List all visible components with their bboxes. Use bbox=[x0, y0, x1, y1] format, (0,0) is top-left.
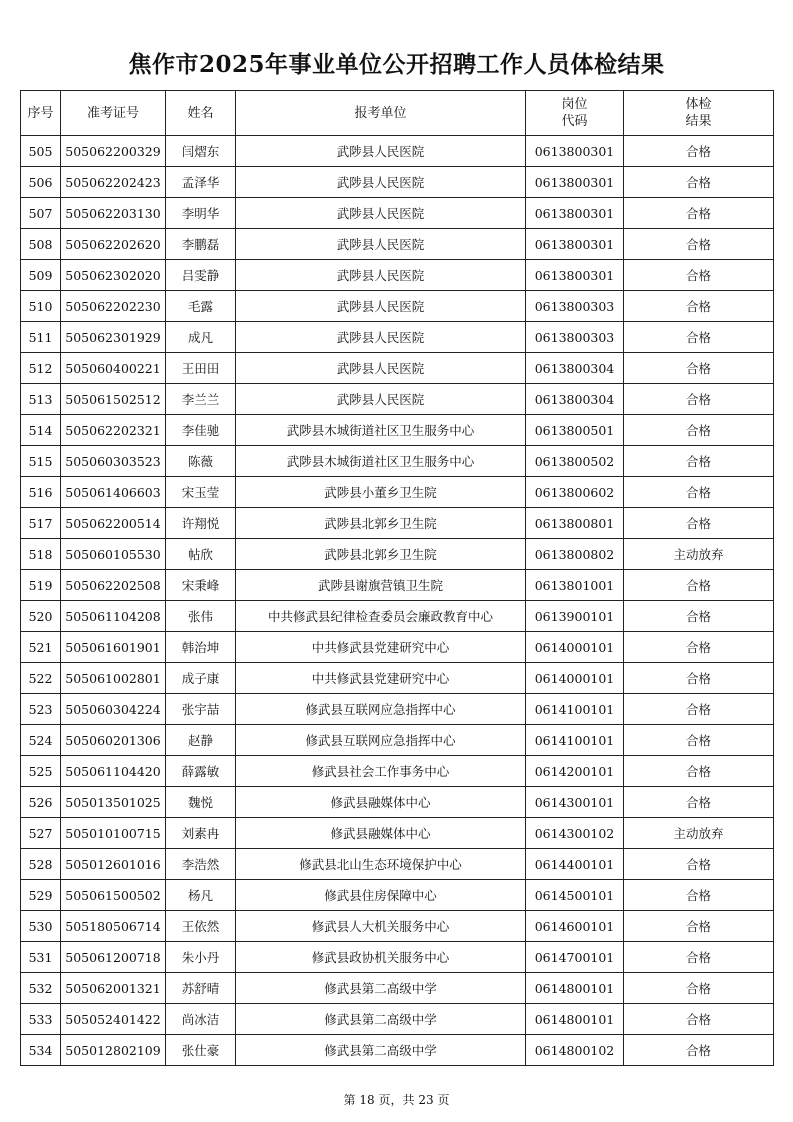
table-row bbox=[21, 291, 774, 322]
table-row bbox=[21, 849, 774, 880]
cell-no: 526 bbox=[21, 787, 61, 818]
cell-post-code: 0613801001 bbox=[526, 570, 624, 601]
table-row bbox=[21, 384, 774, 415]
cell-result: 合格 bbox=[624, 849, 774, 880]
cell-result: 合格 bbox=[624, 167, 774, 198]
table-row bbox=[21, 477, 774, 508]
cell-unit: 修武县第二高级中学 bbox=[236, 1035, 526, 1066]
cell-result: 合格 bbox=[624, 198, 774, 229]
cell-post-code: 0613800304 bbox=[526, 353, 624, 384]
cell-exam-id: 505013501025 bbox=[61, 787, 166, 818]
cell-unit: 武陟县木城街道社区卫生服务中心 bbox=[236, 446, 526, 477]
cell-result: 合格 bbox=[624, 1035, 774, 1066]
cell-exam-id: 505062200514 bbox=[61, 508, 166, 539]
cell-post-code: 0613800304 bbox=[526, 384, 624, 415]
cell-unit: 武陟县谢旗营镇卫生院 bbox=[236, 570, 526, 601]
cell-name: 吕雯静 bbox=[166, 260, 236, 291]
cell-exam-id: 505061002801 bbox=[61, 663, 166, 694]
table-row bbox=[21, 353, 774, 384]
table-row bbox=[21, 787, 774, 818]
cell-post-code: 0613800301 bbox=[526, 167, 624, 198]
cell-unit: 修武县北山生态环境保护中心 bbox=[236, 849, 526, 880]
cell-name: 杨凡 bbox=[166, 880, 236, 911]
cell-unit: 武陟县人民医院 bbox=[236, 229, 526, 260]
cell-unit: 修武县第二高级中学 bbox=[236, 973, 526, 1004]
cell-post-code: 0613800602 bbox=[526, 477, 624, 508]
cell-post-code: 0614300101 bbox=[526, 787, 624, 818]
table-row bbox=[21, 663, 774, 694]
cell-exam-id: 505060201306 bbox=[61, 725, 166, 756]
cell-post-code: 0614700101 bbox=[526, 942, 624, 973]
table-row bbox=[21, 229, 774, 260]
cell-result: 主动放弃 bbox=[624, 818, 774, 849]
cell-post-code: 0614400101 bbox=[526, 849, 624, 880]
header-result-line1: 体检 bbox=[685, 97, 712, 112]
cell-exam-id: 505062302020 bbox=[61, 260, 166, 291]
cell-no: 513 bbox=[21, 384, 61, 415]
cell-unit: 修武县住房保障中心 bbox=[236, 880, 526, 911]
table-row bbox=[21, 911, 774, 942]
cell-name: 韩治坤 bbox=[166, 632, 236, 663]
cell-name: 尚冰洁 bbox=[166, 1004, 236, 1035]
cell-no: 515 bbox=[21, 446, 61, 477]
cell-post-code: 0613800301 bbox=[526, 198, 624, 229]
cell-no: 528 bbox=[21, 849, 61, 880]
cell-post-code: 0613800801 bbox=[526, 508, 624, 539]
header-post-code-line2: 代码 bbox=[561, 114, 588, 129]
cell-result: 合格 bbox=[624, 384, 774, 415]
header-post-code bbox=[526, 91, 624, 136]
cell-unit: 武陟县人民医院 bbox=[236, 291, 526, 322]
cell-name: 王田田 bbox=[166, 353, 236, 384]
cell-unit: 中共修武县党建研究中心 bbox=[236, 632, 526, 663]
cell-name: 朱小丹 bbox=[166, 942, 236, 973]
cell-no: 518 bbox=[21, 539, 61, 570]
cell-post-code: 0614800101 bbox=[526, 973, 624, 1004]
cell-no: 534 bbox=[21, 1035, 61, 1066]
header-unit: 报考单位 bbox=[236, 91, 526, 136]
cell-result: 合格 bbox=[624, 942, 774, 973]
cell-name: 张宇喆 bbox=[166, 694, 236, 725]
cell-result: 合格 bbox=[624, 880, 774, 911]
cell-name: 李明华 bbox=[166, 198, 236, 229]
cell-post-code: 0614100101 bbox=[526, 725, 624, 756]
cell-unit: 修武县互联网应急指挥中心 bbox=[236, 725, 526, 756]
cell-post-code: 0613800502 bbox=[526, 446, 624, 477]
cell-result: 合格 bbox=[624, 136, 774, 167]
cell-result: 主动放弃 bbox=[624, 539, 774, 570]
cell-no: 523 bbox=[21, 694, 61, 725]
cell-post-code: 0613800501 bbox=[526, 415, 624, 446]
cell-no: 522 bbox=[21, 663, 61, 694]
cell-name: 李鹏磊 bbox=[166, 229, 236, 260]
table-row bbox=[21, 601, 774, 632]
cell-exam-id: 505062203130 bbox=[61, 198, 166, 229]
table-row bbox=[21, 880, 774, 911]
table-row bbox=[21, 539, 774, 570]
cell-exam-id: 505062301929 bbox=[61, 322, 166, 353]
cell-unit: 中共修武县党建研究中心 bbox=[236, 663, 526, 694]
footer-middle: 页，共 bbox=[378, 1093, 415, 1107]
table-row bbox=[21, 1035, 774, 1066]
cell-unit: 武陟县人民医院 bbox=[236, 198, 526, 229]
cell-exam-id: 505012601016 bbox=[61, 849, 166, 880]
cell-name: 成凡 bbox=[166, 322, 236, 353]
cell-unit: 修武县融媒体中心 bbox=[236, 787, 526, 818]
cell-post-code: 0614000101 bbox=[526, 632, 624, 663]
cell-no: 508 bbox=[21, 229, 61, 260]
header-result-line2: 结果 bbox=[685, 114, 712, 129]
cell-unit: 武陟县人民医院 bbox=[236, 167, 526, 198]
cell-no: 506 bbox=[21, 167, 61, 198]
table-body bbox=[21, 136, 774, 1066]
footer-suffix: 页 bbox=[437, 1093, 450, 1107]
cell-exam-id: 505060304224 bbox=[61, 694, 166, 725]
cell-no: 514 bbox=[21, 415, 61, 446]
cell-exam-id: 505061502512 bbox=[61, 384, 166, 415]
cell-unit: 修武县社会工作事务中心 bbox=[236, 756, 526, 787]
table-row bbox=[21, 198, 774, 229]
cell-name: 陈薇 bbox=[166, 446, 236, 477]
cell-exam-id: 505061601901 bbox=[61, 632, 166, 663]
cell-exam-id: 505052401422 bbox=[61, 1004, 166, 1035]
cell-post-code: 0613800301 bbox=[526, 229, 624, 260]
cell-exam-id: 505012802109 bbox=[61, 1035, 166, 1066]
cell-result: 合格 bbox=[624, 911, 774, 942]
cell-result: 合格 bbox=[624, 663, 774, 694]
header-post-code-line1: 岗位 bbox=[561, 97, 588, 112]
table-row bbox=[21, 725, 774, 756]
cell-no: 505 bbox=[21, 136, 61, 167]
table-row bbox=[21, 632, 774, 663]
table-row bbox=[21, 1004, 774, 1035]
cell-post-code: 0614800102 bbox=[526, 1035, 624, 1066]
cell-result: 合格 bbox=[624, 756, 774, 787]
cell-name: 毛露 bbox=[166, 291, 236, 322]
results-table bbox=[20, 90, 774, 1066]
table-row bbox=[21, 167, 774, 198]
cell-unit: 武陟县人民医院 bbox=[236, 136, 526, 167]
table-row bbox=[21, 570, 774, 601]
cell-name: 李兰兰 bbox=[166, 384, 236, 415]
cell-result: 合格 bbox=[624, 260, 774, 291]
cell-unit: 武陟县人民医院 bbox=[236, 353, 526, 384]
cell-result: 合格 bbox=[624, 229, 774, 260]
cell-no: 519 bbox=[21, 570, 61, 601]
cell-exam-id: 505062001321 bbox=[61, 973, 166, 1004]
cell-no: 530 bbox=[21, 911, 61, 942]
cell-post-code: 0613800303 bbox=[526, 291, 624, 322]
header-result bbox=[624, 91, 774, 136]
cell-no: 510 bbox=[21, 291, 61, 322]
cell-exam-id: 505062202321 bbox=[61, 415, 166, 446]
cell-name: 成子康 bbox=[166, 663, 236, 694]
cell-exam-id: 505180506714 bbox=[61, 911, 166, 942]
cell-unit: 修武县互联网应急指挥中心 bbox=[236, 694, 526, 725]
cell-no: 507 bbox=[21, 198, 61, 229]
header-no: 序号 bbox=[21, 91, 61, 136]
cell-no: 520 bbox=[21, 601, 61, 632]
cell-no: 512 bbox=[21, 353, 61, 384]
cell-post-code: 0614600101 bbox=[526, 911, 624, 942]
cell-result: 合格 bbox=[624, 353, 774, 384]
cell-exam-id: 505062200329 bbox=[61, 136, 166, 167]
cell-exam-id: 505061104420 bbox=[61, 756, 166, 787]
cell-name: 许翔悦 bbox=[166, 508, 236, 539]
table-row bbox=[21, 756, 774, 787]
cell-name: 王依然 bbox=[166, 911, 236, 942]
cell-result: 合格 bbox=[624, 570, 774, 601]
cell-unit: 武陟县人民医院 bbox=[236, 260, 526, 291]
cell-name: 薛露敏 bbox=[166, 756, 236, 787]
footer-current-page: 18 bbox=[359, 1093, 375, 1107]
cell-post-code: 0613800802 bbox=[526, 539, 624, 570]
cell-unit: 武陟县人民医院 bbox=[236, 322, 526, 353]
cell-exam-id: 505062202230 bbox=[61, 291, 166, 322]
cell-no: 516 bbox=[21, 477, 61, 508]
table-row bbox=[21, 973, 774, 1004]
cell-name: 赵静 bbox=[166, 725, 236, 756]
cell-name: 李佳驰 bbox=[166, 415, 236, 446]
cell-no: 527 bbox=[21, 818, 61, 849]
cell-no: 532 bbox=[21, 973, 61, 1004]
cell-no: 517 bbox=[21, 508, 61, 539]
page-footer bbox=[0, 1091, 793, 1108]
cell-name: 帖欣 bbox=[166, 539, 236, 570]
cell-result: 合格 bbox=[624, 508, 774, 539]
cell-result: 合格 bbox=[624, 787, 774, 818]
cell-exam-id: 505061200718 bbox=[61, 942, 166, 973]
cell-result: 合格 bbox=[624, 415, 774, 446]
cell-no: 511 bbox=[21, 322, 61, 353]
cell-name: 张仕豪 bbox=[166, 1035, 236, 1066]
cell-name: 张伟 bbox=[166, 601, 236, 632]
cell-exam-id: 505060105530 bbox=[61, 539, 166, 570]
cell-result: 合格 bbox=[624, 446, 774, 477]
cell-no: 521 bbox=[21, 632, 61, 663]
cell-no: 524 bbox=[21, 725, 61, 756]
cell-exam-id: 505062202508 bbox=[61, 570, 166, 601]
cell-result: 合格 bbox=[624, 291, 774, 322]
cell-name: 闫熠东 bbox=[166, 136, 236, 167]
cell-result: 合格 bbox=[624, 1004, 774, 1035]
cell-exam-id: 505010100715 bbox=[61, 818, 166, 849]
cell-unit: 武陟县人民医院 bbox=[236, 384, 526, 415]
cell-exam-id: 505061500502 bbox=[61, 880, 166, 911]
cell-exam-id: 505062202620 bbox=[61, 229, 166, 260]
cell-post-code: 0614200101 bbox=[526, 756, 624, 787]
cell-name: 刘素冉 bbox=[166, 818, 236, 849]
cell-post-code: 0614000101 bbox=[526, 663, 624, 694]
cell-result: 合格 bbox=[624, 973, 774, 1004]
table-row bbox=[21, 818, 774, 849]
cell-result: 合格 bbox=[624, 477, 774, 508]
table-row bbox=[21, 694, 774, 725]
cell-post-code: 0613800303 bbox=[526, 322, 624, 353]
cell-name: 苏舒晴 bbox=[166, 973, 236, 1004]
cell-post-code: 0614800101 bbox=[526, 1004, 624, 1035]
cell-result: 合格 bbox=[624, 694, 774, 725]
table-row bbox=[21, 942, 774, 973]
footer-total-pages: 23 bbox=[418, 1093, 434, 1107]
cell-post-code: 0613900101 bbox=[526, 601, 624, 632]
cell-post-code: 0614100101 bbox=[526, 694, 624, 725]
cell-unit: 修武县人大机关服务中心 bbox=[236, 911, 526, 942]
cell-post-code: 0613800301 bbox=[526, 136, 624, 167]
table-row bbox=[21, 508, 774, 539]
cell-no: 531 bbox=[21, 942, 61, 973]
cell-exam-id: 505062202423 bbox=[61, 167, 166, 198]
cell-name: 宋秉峰 bbox=[166, 570, 236, 601]
cell-no: 529 bbox=[21, 880, 61, 911]
header-exam-id: 准考证号 bbox=[61, 91, 166, 136]
table-row bbox=[21, 322, 774, 353]
table-row bbox=[21, 415, 774, 446]
cell-unit: 修武县第二高级中学 bbox=[236, 1004, 526, 1035]
table-row bbox=[21, 260, 774, 291]
table-row bbox=[21, 446, 774, 477]
cell-no: 533 bbox=[21, 1004, 61, 1035]
cell-post-code: 0614300102 bbox=[526, 818, 624, 849]
cell-unit: 修武县融媒体中心 bbox=[236, 818, 526, 849]
cell-post-code: 0614500101 bbox=[526, 880, 624, 911]
cell-exam-id: 505060303523 bbox=[61, 446, 166, 477]
cell-unit: 武陟县北郭乡卫生院 bbox=[236, 539, 526, 570]
cell-unit: 武陟县木城街道社区卫生服务中心 bbox=[236, 415, 526, 446]
cell-name: 李浩然 bbox=[166, 849, 236, 880]
cell-no: 525 bbox=[21, 756, 61, 787]
cell-name: 宋玉莹 bbox=[166, 477, 236, 508]
cell-unit: 修武县政协机关服务中心 bbox=[236, 942, 526, 973]
cell-exam-id: 505061406603 bbox=[61, 477, 166, 508]
cell-exam-id: 505061104208 bbox=[61, 601, 166, 632]
cell-unit: 中共修武县纪律检查委员会廉政教育中心 bbox=[236, 601, 526, 632]
footer-prefix: 第 bbox=[343, 1093, 356, 1107]
cell-result: 合格 bbox=[624, 322, 774, 353]
cell-result: 合格 bbox=[624, 725, 774, 756]
cell-result: 合格 bbox=[624, 632, 774, 663]
cell-exam-id: 505060400221 bbox=[61, 353, 166, 384]
cell-unit: 武陟县小董乡卫生院 bbox=[236, 477, 526, 508]
cell-post-code: 0613800301 bbox=[526, 260, 624, 291]
page-title: 焦作市2025年事业单位公开招聘工作人员体检结果 bbox=[128, 51, 665, 78]
header-row bbox=[21, 91, 774, 136]
table-row bbox=[21, 136, 774, 167]
cell-name: 魏悦 bbox=[166, 787, 236, 818]
cell-result: 合格 bbox=[624, 601, 774, 632]
header-name: 姓名 bbox=[166, 91, 236, 136]
cell-no: 509 bbox=[21, 260, 61, 291]
cell-unit: 武陟县北郭乡卫生院 bbox=[236, 508, 526, 539]
table-header bbox=[21, 91, 774, 136]
cell-name: 孟泽华 bbox=[166, 167, 236, 198]
